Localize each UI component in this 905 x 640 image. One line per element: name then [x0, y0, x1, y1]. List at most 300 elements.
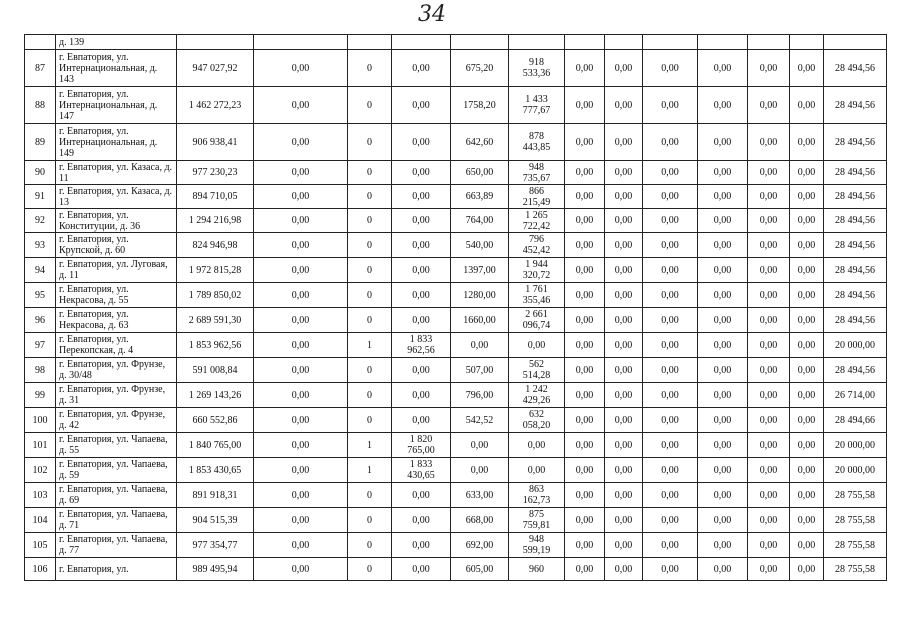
value-cell-c5: 650,00	[451, 161, 509, 185]
value-cell-c11: 0,00	[748, 161, 790, 185]
value-cell-c4: 0,00	[392, 558, 451, 581]
value-cell-c9: 0,00	[643, 508, 698, 533]
value-cell-c7: 0,00	[565, 508, 605, 533]
table-row	[25, 87, 887, 124]
value-cell-c9: 0,00	[643, 308, 698, 333]
value-cell-c9: 0,00	[643, 283, 698, 308]
value-cell-c5: 668,00	[451, 508, 509, 533]
value-cell-c11: 0,00	[748, 333, 790, 358]
value-cell-c3: 0	[348, 558, 392, 581]
value-cell-c10: 0,00	[698, 433, 748, 458]
value-cell-c4: 1 833 962,56	[392, 333, 451, 358]
value-cell-c7: 0,00	[565, 87, 605, 124]
value-cell-c6: 918 533,36	[509, 50, 565, 87]
value-cell-c12: 0,00	[790, 458, 824, 483]
value-cell-c13: 28 494,56	[824, 358, 887, 383]
value-cell-c11: 0,00	[748, 283, 790, 308]
value-cell-c2: 0,00	[254, 533, 348, 558]
value-cell-c9: 0,00	[643, 408, 698, 433]
value-cell-c6: 948 735,67	[509, 161, 565, 185]
row-number-cell: 106	[25, 558, 56, 581]
value-cell-c12: 0,00	[790, 433, 824, 458]
value-cell-c13: 28 494,56	[824, 87, 887, 124]
table-row	[25, 483, 887, 508]
value-cell-c6: 562 514,28	[509, 358, 565, 383]
table-row	[25, 558, 887, 581]
value-cell-c2: 0,00	[254, 408, 348, 433]
value-cell-c7: 0,00	[565, 358, 605, 383]
value-cell-c9: 0,00	[643, 533, 698, 558]
address-cell: г. Евпатория, ул. Чапаева, д. 55	[56, 433, 177, 458]
value-cell-c2: 0,00	[254, 161, 348, 185]
address-cell: г. Евпатория, ул. Фрунзе, д. 42	[56, 408, 177, 433]
value-cell-c11: 0,00	[748, 233, 790, 258]
value-cell-c13: 28 494,56	[824, 161, 887, 185]
address-cell: г. Евпатория, ул. Перекопская, д. 4	[56, 333, 177, 358]
value-cell-c10: 0,00	[698, 408, 748, 433]
value-cell-c8: 0,00	[605, 258, 643, 283]
value-cell-c13: 26 714,00	[824, 383, 887, 408]
value-cell-c4: 0,00	[392, 209, 451, 233]
row-number-cell: 92	[25, 209, 56, 233]
value-cell-c3: 0	[348, 508, 392, 533]
value-cell-c7: 0,00	[565, 458, 605, 483]
value-cell-c5: 764,00	[451, 209, 509, 233]
value-cell-c4: 0,00	[392, 408, 451, 433]
value-cell-c1: 824 946,98	[177, 233, 254, 258]
value-cell-c3: 0	[348, 483, 392, 508]
value-cell-c4: 0,00	[392, 533, 451, 558]
value-cell-c8: 0,00	[605, 533, 643, 558]
value-cell-c13: 20 000,00	[824, 333, 887, 358]
value-cell-c9: 0,00	[643, 333, 698, 358]
value-cell-c2: 0,00	[254, 358, 348, 383]
value-cell-c5: 0,00	[451, 433, 509, 458]
table-row	[25, 433, 887, 458]
value-cell-c7: 0,00	[565, 283, 605, 308]
value-cell-c3: 0	[348, 233, 392, 258]
value-cell-c3: 0	[348, 209, 392, 233]
value-cell-c11: 0,00	[748, 308, 790, 333]
value-cell-c3: 1	[348, 433, 392, 458]
value-cell-c12: 0,00	[790, 408, 824, 433]
value-cell-c1: 906 938,41	[177, 124, 254, 161]
table-row	[25, 508, 887, 533]
value-cell-c6: 875 759,81	[509, 508, 565, 533]
address-cell: г. Евпатория, ул. Крупской, д. 60	[56, 233, 177, 258]
table-row	[25, 333, 887, 358]
value-cell-c7: 0,00	[565, 483, 605, 508]
row-number-cell: 94	[25, 258, 56, 283]
value-cell-c8: 0,00	[605, 333, 643, 358]
value-cell-c4: 0,00	[392, 308, 451, 333]
value-cell-c4: 0,00	[392, 258, 451, 283]
address-cell: г. Евпатория, ул. Чапаева, д. 77	[56, 533, 177, 558]
value-cell-c11: 0,00	[748, 558, 790, 581]
value-cell-c8: 0,00	[605, 233, 643, 258]
value-cell-c13: 28 494,56	[824, 308, 887, 333]
table-row	[25, 50, 887, 87]
table-row	[25, 161, 887, 185]
value-cell-c7: 0,00	[565, 533, 605, 558]
value-cell-c7: 0,00	[565, 383, 605, 408]
value-cell-c9: 0,00	[643, 124, 698, 161]
value-cell-c10: 0,00	[698, 533, 748, 558]
value-cell-c13: 28 755,58	[824, 508, 887, 533]
row-number-cell: 105	[25, 533, 56, 558]
value-cell-c7: 0,00	[565, 50, 605, 87]
address-cell: г. Евпатория, ул. Интернациональная, д. 143	[56, 50, 177, 87]
value-cell-c12: 0,00	[790, 558, 824, 581]
value-cell-c10: 0,00	[698, 233, 748, 258]
value-cell-c1: 947 027,92	[177, 50, 254, 87]
value-cell-c1: 1 972 815,28	[177, 258, 254, 283]
value-cell-c3: 0	[348, 533, 392, 558]
value-cell-c6: 2 661 096,74	[509, 308, 565, 333]
table-row	[25, 458, 887, 483]
address-cell: г. Евпатория, ул. Интернациональная, д. 147	[56, 87, 177, 124]
value-cell-c13: 28 494,56	[824, 185, 887, 209]
address-cell: г. Евпатория, ул. Фрунзе, д. 30/48	[56, 358, 177, 383]
value-cell-c2: 0,00	[254, 283, 348, 308]
value-cell-c5: 1660,00	[451, 308, 509, 333]
value-cell-c9: 0,00	[643, 87, 698, 124]
value-cell-c5: 507,00	[451, 358, 509, 383]
value-cell-c5: 692,00	[451, 533, 509, 558]
value-cell-c4: 0,00	[392, 358, 451, 383]
value-cell-c9: 0,00	[643, 50, 698, 87]
value-cell-c1: 2 689 591,30	[177, 308, 254, 333]
value-cell-c12: 0,00	[790, 209, 824, 233]
value-cell-c1: 591 008,84	[177, 358, 254, 383]
value-cell-c4: 0,00	[392, 87, 451, 124]
value-cell-c4: 0,00	[392, 185, 451, 209]
page-number: 34	[418, 2, 446, 27]
value-cell-c13: 28 494,56	[824, 258, 887, 283]
value-cell-c12: 0,00	[790, 508, 824, 533]
value-cell-c2: 0,00	[254, 333, 348, 358]
value-cell-c3: 0	[348, 383, 392, 408]
value-cell-c4: 0,00	[392, 383, 451, 408]
value-cell-c1: 1 789 850,02	[177, 283, 254, 308]
value-cell-c11: 0,00	[748, 433, 790, 458]
row-number-cell: 99	[25, 383, 56, 408]
value-cell-c3: 0	[348, 308, 392, 333]
value-cell-c1: 891 918,31	[177, 483, 254, 508]
value-cell-c6: 878 443,85	[509, 124, 565, 161]
value-cell-c12: 0,00	[790, 358, 824, 383]
table-row	[25, 308, 887, 333]
value-cell-c2: 0,00	[254, 258, 348, 283]
row-number-cell: 98	[25, 358, 56, 383]
value-cell-c12: 0,00	[790, 308, 824, 333]
value-cell-c2: 0,00	[254, 185, 348, 209]
value-cell-c12: 0,00	[790, 185, 824, 209]
value-cell-c2: 0,00	[254, 50, 348, 87]
value-cell-c11: 0,00	[748, 185, 790, 209]
value-cell-c12: 0,00	[790, 124, 824, 161]
value-cell-c12: 0,00	[790, 87, 824, 124]
address-cell: г. Евпатория, ул. Конституции, д. 36	[56, 209, 177, 233]
value-cell-c7: 0,00	[565, 124, 605, 161]
value-cell-c10: 0,00	[698, 508, 748, 533]
row-number-cell: 95	[25, 283, 56, 308]
value-cell-c5: 0,00	[451, 458, 509, 483]
row-number-cell: 91	[25, 185, 56, 209]
value-cell-c4: 0,00	[392, 50, 451, 87]
value-cell-c2: 0,00	[254, 308, 348, 333]
value-cell-c1: 660 552,86	[177, 408, 254, 433]
value-cell-c10: 0,00	[698, 483, 748, 508]
value-cell-c1: 904 515,39	[177, 508, 254, 533]
value-cell-c7: 0,00	[565, 233, 605, 258]
value-cell-c4: 1 833 430,65	[392, 458, 451, 483]
value-cell-c10: 0,00	[698, 161, 748, 185]
value-cell-c5: 796,00	[451, 383, 509, 408]
value-cell-c8: 0,00	[605, 483, 643, 508]
table-row	[25, 283, 887, 308]
value-cell-c10: 0,00	[698, 308, 748, 333]
address-cell: г. Евпатория, ул. Фрунзе, д. 31	[56, 383, 177, 408]
value-cell-c3: 0	[348, 161, 392, 185]
row-number-cell: 97	[25, 333, 56, 358]
value-cell-c1: 989 495,94	[177, 558, 254, 581]
value-cell-c6: 632 058,20	[509, 408, 565, 433]
value-cell-c3: 0	[348, 408, 392, 433]
value-cell-c5: 1758,20	[451, 87, 509, 124]
value-cell-c6: 1 265 722,42	[509, 209, 565, 233]
value-cell-c11: 0,00	[748, 408, 790, 433]
value-cell-c9: 0,00	[643, 483, 698, 508]
table-row	[25, 209, 887, 233]
table-row	[25, 408, 887, 433]
value-cell-c7: 0,00	[565, 209, 605, 233]
row-number-cell: 103	[25, 483, 56, 508]
value-cell-c4: 0,00	[392, 283, 451, 308]
value-cell-c2: 0,00	[254, 233, 348, 258]
value-cell-c9: 0,00	[643, 433, 698, 458]
value-cell-c13: 28 494,56	[824, 283, 887, 308]
value-cell-c13: 20 000,00	[824, 458, 887, 483]
value-cell-c12: 0,00	[790, 50, 824, 87]
value-cell-c1: 1 840 765,00	[177, 433, 254, 458]
value-cell-c9: 0,00	[643, 383, 698, 408]
row-number-cell: 100	[25, 408, 56, 433]
value-cell-c3: 0	[348, 124, 392, 161]
address-cell: г. Евпатория, ул. Некрасова, д. 55	[56, 283, 177, 308]
value-cell-c5: 540,00	[451, 233, 509, 258]
value-cell-c13: 28 494,56	[824, 124, 887, 161]
value-cell-c6: 866 215,49	[509, 185, 565, 209]
value-cell-c7: 0,00	[565, 161, 605, 185]
value-cell-c11: 0,00	[748, 358, 790, 383]
value-cell-c7: 0,00	[565, 558, 605, 581]
value-cell-c8: 0,00	[605, 161, 643, 185]
value-cell-c12: 0,00	[790, 533, 824, 558]
value-cell-c11: 0,00	[748, 383, 790, 408]
value-cell-c1: 1 269 143,26	[177, 383, 254, 408]
value-cell-c2: 0,00	[254, 383, 348, 408]
value-cell-c4: 0,00	[392, 124, 451, 161]
value-cell-c8: 0,00	[605, 433, 643, 458]
value-cell-c9: 0,00	[643, 458, 698, 483]
value-cell-c10: 0,00	[698, 185, 748, 209]
value-cell-c5: 605,00	[451, 558, 509, 581]
value-cell-c2: 0,00	[254, 124, 348, 161]
value-cell-c11: 0,00	[748, 87, 790, 124]
table-row	[25, 233, 887, 258]
value-cell-c12: 0,00	[790, 383, 824, 408]
value-cell-c5: 633,00	[451, 483, 509, 508]
table-row-partial	[25, 35, 887, 50]
value-cell-c3: 1	[348, 458, 392, 483]
value-cell-c10: 0,00	[698, 124, 748, 161]
address-cell: г. Евпатория, ул. Чапаева, д. 59	[56, 458, 177, 483]
table-row	[25, 358, 887, 383]
value-cell-c10: 0,00	[698, 358, 748, 383]
value-cell-c2: 0,00	[254, 458, 348, 483]
value-cell-c11: 0,00	[748, 458, 790, 483]
value-cell-c13: 28 755,58	[824, 533, 887, 558]
value-cell-c10: 0,00	[698, 50, 748, 87]
value-cell-c11: 0,00	[748, 50, 790, 87]
address-cell: г. Евпатория, ул. Чапаева, д. 69	[56, 483, 177, 508]
value-cell-c9: 0,00	[643, 258, 698, 283]
value-cell-c3: 0	[348, 87, 392, 124]
value-cell-c7: 0,00	[565, 408, 605, 433]
value-cell-c4: 0,00	[392, 483, 451, 508]
row-number-cell: 93	[25, 233, 56, 258]
value-cell-c6: 1 433 777,67	[509, 87, 565, 124]
value-cell-c12: 0,00	[790, 483, 824, 508]
row-number-cell: 88	[25, 87, 56, 124]
row-number-cell: 101	[25, 433, 56, 458]
value-cell-c7: 0,00	[565, 185, 605, 209]
value-cell-c6: 948 599,19	[509, 533, 565, 558]
value-cell-c11: 0,00	[748, 508, 790, 533]
value-cell-c9: 0,00	[643, 185, 698, 209]
value-cell-c10: 0,00	[698, 458, 748, 483]
value-cell-c2: 0,00	[254, 483, 348, 508]
address-cell: г. Евпатория, ул. Интернациональная, д. 149	[56, 124, 177, 161]
value-cell-c6: 0,00	[509, 333, 565, 358]
value-cell-c12: 0,00	[790, 283, 824, 308]
value-cell-c4: 1 820 765,00	[392, 433, 451, 458]
value-cell-c8: 0,00	[605, 308, 643, 333]
value-cell-c6: 863 162,73	[509, 483, 565, 508]
value-cell-c5: 0,00	[451, 333, 509, 358]
address-cell: г. Евпатория, ул. Некрасова, д. 63	[56, 308, 177, 333]
value-cell-c6: 1 944 320,72	[509, 258, 565, 283]
value-cell-c8: 0,00	[605, 283, 643, 308]
value-cell-c6: 960	[509, 558, 565, 581]
value-cell-c6: 1 242 429,26	[509, 383, 565, 408]
value-cell-c10: 0,00	[698, 209, 748, 233]
value-cell-c11: 0,00	[748, 483, 790, 508]
value-cell-c8: 0,00	[605, 508, 643, 533]
value-cell-c6: 0,00	[509, 458, 565, 483]
value-cell-c2: 0,00	[254, 209, 348, 233]
value-cell-c6: 796 452,42	[509, 233, 565, 258]
value-cell-c10: 0,00	[698, 87, 748, 124]
value-cell-c10: 0,00	[698, 283, 748, 308]
value-cell-c4: 0,00	[392, 161, 451, 185]
value-cell-c3: 0	[348, 50, 392, 87]
value-cell-c9: 0,00	[643, 161, 698, 185]
value-cell-c12: 0,00	[790, 161, 824, 185]
address-cell: д. 139	[56, 35, 177, 50]
table-row	[25, 258, 887, 283]
value-cell-c3: 0	[348, 185, 392, 209]
value-cell-c4: 0,00	[392, 508, 451, 533]
value-cell-c1: 1 853 962,56	[177, 333, 254, 358]
value-cell-c2: 0,00	[254, 558, 348, 581]
value-cell-c5: 1280,00	[451, 283, 509, 308]
value-cell-c9: 0,00	[643, 209, 698, 233]
value-cell-c3: 0	[348, 358, 392, 383]
value-cell-c8: 0,00	[605, 209, 643, 233]
row-number-cell: 89	[25, 124, 56, 161]
value-cell-c1: 894 710,05	[177, 185, 254, 209]
value-cell-c9: 0,00	[643, 233, 698, 258]
value-cell-c13: 28 494,66	[824, 408, 887, 433]
value-cell-c3: 0	[348, 258, 392, 283]
address-cell: г. Евпатория, ул. Казаса, д. 13	[56, 185, 177, 209]
data-table	[24, 34, 887, 581]
address-cell: г. Евпатория, ул. Луговая, д. 11	[56, 258, 177, 283]
value-cell-c2: 0,00	[254, 433, 348, 458]
row-number-cell: 87	[25, 50, 56, 87]
value-cell-c8: 0,00	[605, 558, 643, 581]
row-number-cell: 104	[25, 508, 56, 533]
value-cell-c11: 0,00	[748, 258, 790, 283]
value-cell-c11: 0,00	[748, 124, 790, 161]
value-cell-c6: 1 761 355,46	[509, 283, 565, 308]
value-cell-c1: 977 230,23	[177, 161, 254, 185]
value-cell-c13: 28 755,58	[824, 483, 887, 508]
value-cell-c5: 663,89	[451, 185, 509, 209]
value-cell-c9: 0,00	[643, 358, 698, 383]
value-cell-c6: 0,00	[509, 433, 565, 458]
address-cell: г. Евпатория, ул. Казаса, д. 11	[56, 161, 177, 185]
value-cell-c7: 0,00	[565, 258, 605, 283]
value-cell-c8: 0,00	[605, 87, 643, 124]
table-row	[25, 185, 887, 209]
value-cell-c2: 0,00	[254, 508, 348, 533]
value-cell-c13: 28 494,56	[824, 209, 887, 233]
value-cell-c11: 0,00	[748, 209, 790, 233]
table-row	[25, 383, 887, 408]
value-cell-c11: 0,00	[748, 533, 790, 558]
value-cell-c7: 0,00	[565, 308, 605, 333]
value-cell-c8: 0,00	[605, 185, 643, 209]
value-cell-c12: 0,00	[790, 333, 824, 358]
value-cell-c5: 642,60	[451, 124, 509, 161]
address-cell: г. Евпатория, ул.	[56, 558, 177, 581]
table-row	[25, 533, 887, 558]
value-cell-c10: 0,00	[698, 333, 748, 358]
value-cell-c5: 542,52	[451, 408, 509, 433]
value-cell-c8: 0,00	[605, 458, 643, 483]
value-cell-c1: 1 294 216,98	[177, 209, 254, 233]
value-cell-c12: 0,00	[790, 258, 824, 283]
value-cell-c10: 0,00	[698, 558, 748, 581]
value-cell-c7: 0,00	[565, 333, 605, 358]
value-cell-c2: 0,00	[254, 87, 348, 124]
value-cell-c8: 0,00	[605, 408, 643, 433]
value-cell-c12: 0,00	[790, 233, 824, 258]
value-cell-c10: 0,00	[698, 258, 748, 283]
